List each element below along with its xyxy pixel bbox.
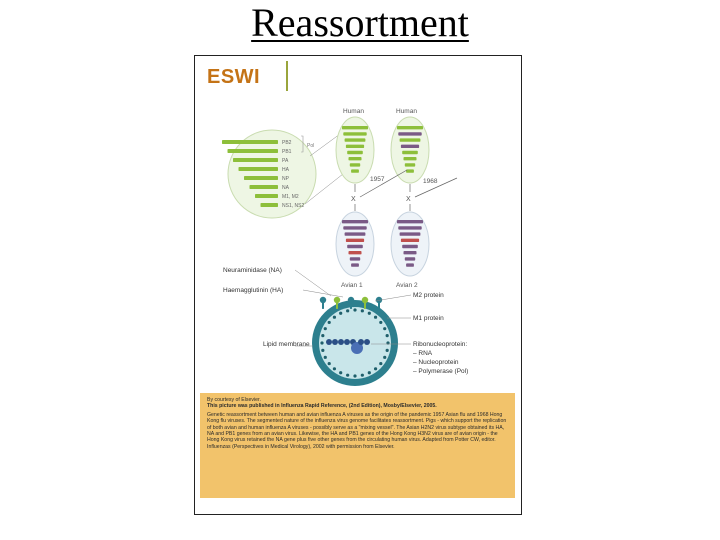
avian2-label: Avian 2 — [396, 282, 418, 289]
m1-dot-27 — [386, 334, 389, 337]
human2-bars-segment-5 — [404, 157, 417, 160]
spike-head-2 — [348, 297, 354, 303]
m1-dot-9 — [339, 371, 342, 374]
figure-caption — [200, 393, 515, 498]
m1-dot-6 — [361, 374, 364, 377]
m1-dot-14 — [320, 341, 323, 344]
avian1-bars-segment-7 — [351, 263, 359, 266]
caption-body: Genetic reassortment between human and avian influenza A viruses as the origin of the pandemic 1957 Asian flu and 1968 Hong Kong flu viruses. The segmented nature of the influenza virus genome facilitates reassortment. Pigs - which support the replication of both avian and human influenza A viruses - possibly serve as a "mixing vessel". The Asian H2N2 virus subtype obtained its HA, NA and PB1 genes from an avian virus. Likewise, the HA and PB1 genes of the Hong Kong H3N2 virus are of avian origin - the Hong Kong virus retained the NA gene plus five other genes from the circulating human virus. Adapted from Potter CW, editor. Influenzas (Perspectives in Medical Virology), 2002 with permission from Elsevier. — [207, 411, 507, 450]
legend-bar-2 — [233, 158, 278, 162]
cross2: X — [406, 196, 411, 203]
m1-dot-8 — [346, 374, 349, 377]
m1-dot-17 — [328, 321, 331, 324]
label-m1: M1 protein — [413, 315, 444, 322]
m1-dot-16 — [324, 327, 327, 330]
m1-dot-25 — [379, 321, 382, 324]
m1-dot-1 — [386, 349, 389, 352]
human1-bars-segment-4 — [347, 151, 363, 154]
human2-label: Human — [396, 108, 417, 115]
legend-label-7: NS1, NS2 — [282, 203, 305, 209]
m1-dot-19 — [339, 312, 342, 315]
m1-dot-11 — [328, 362, 331, 365]
legend-label-0: PB2 — [282, 140, 292, 146]
human1-bars-segment-6 — [350, 163, 360, 166]
avian1-bars-segment-2 — [345, 232, 366, 235]
m1-dot-18 — [333, 316, 336, 319]
human2-bars-segment-2 — [400, 138, 421, 141]
human2-bars-segment-7 — [406, 169, 414, 172]
label-neuraminidase: Neuraminidase (NA) — [223, 267, 282, 274]
m1-dot-5 — [368, 371, 371, 374]
label-nucleoprotein: – Nucleoprotein — [413, 359, 459, 366]
label-haemagglutinin: Haemagglutinin (HA) — [223, 287, 284, 294]
human1-bars-segment-1 — [343, 132, 366, 135]
legend-label-2: PA — [282, 158, 289, 164]
legend-label-4: NP — [282, 176, 289, 182]
avian2-bars-segment-5 — [404, 251, 417, 254]
label-lipid: Lipid membrane — [263, 341, 310, 348]
legend-label-6: M1, M2 — [282, 194, 299, 200]
legend-bar-0 — [222, 140, 278, 144]
legend-bar-1 — [228, 149, 279, 153]
m1-dot-22 — [361, 309, 364, 312]
eswi-logo: ESWI — [207, 66, 261, 88]
avian2-bars-segment-2 — [400, 232, 421, 235]
human2-bars-segment-6 — [405, 163, 415, 166]
human2-bars-segment-1 — [398, 132, 421, 135]
avian1-bars-segment-5 — [349, 251, 362, 254]
legend-label-3: HA — [282, 167, 289, 173]
avian2-bars-segment-6 — [405, 257, 415, 260]
m1-dot-10 — [333, 367, 336, 370]
human1-bars-segment-2 — [345, 138, 366, 141]
legend-bar-5 — [250, 185, 279, 189]
m1-dot-12 — [324, 356, 327, 359]
m1-dot-26 — [383, 327, 386, 330]
reassortment-figure — [194, 55, 522, 515]
year-1968: 1968 — [423, 178, 438, 185]
label-polymerase: – Polymerase (Pol) — [413, 368, 469, 375]
diagram-svg — [195, 56, 522, 391]
m1-dot-23 — [368, 312, 371, 315]
human2-bars-segment-4 — [402, 151, 418, 154]
legend-bar-3 — [239, 167, 279, 171]
avian2-bars-segment-0 — [397, 220, 423, 223]
legend-label-1: PB1 — [282, 149, 292, 155]
m1-dot-4 — [374, 367, 377, 370]
label-rna: – RNA — [413, 350, 433, 357]
human1-bars-segment-0 — [342, 126, 368, 129]
legend-bar-6 — [255, 194, 278, 198]
m1-dot-2 — [383, 356, 386, 359]
spike-head-1 — [334, 297, 340, 303]
pointer-line-1 — [310, 134, 340, 156]
avian1-label: Avian 1 — [341, 282, 363, 289]
m1-dot-24 — [374, 316, 377, 319]
m1-dot-3 — [379, 362, 382, 365]
avian1-bars-segment-1 — [343, 226, 366, 229]
legend-bar-7 — [261, 203, 279, 207]
m1-dot-15 — [321, 334, 324, 337]
avian2-bars-segment-1 — [398, 226, 421, 229]
label-rnp: Ribonucleoprotein: — [413, 341, 468, 348]
avian2-bars-segment-4 — [402, 245, 418, 248]
avian2-bars-segment-7 — [406, 263, 414, 266]
caption-credit-1: By courtesy of Elsevier. — [207, 397, 261, 403]
m1-dot-13 — [321, 349, 324, 352]
pol-label: Pol — [307, 143, 315, 149]
year-1957: 1957 — [370, 176, 385, 183]
leader-ha — [303, 290, 343, 297]
m1-dot-7 — [353, 374, 356, 377]
slide-title: Reassortment — [251, 0, 469, 45]
human2-bars-segment-0 — [397, 126, 423, 129]
caption-credit-2: This picture was published in Influenza Rapid Reference, (2nd Edition), Mosby/Elsevier, 2005. — [207, 403, 437, 410]
legend-label-5: NA — [282, 185, 289, 191]
human1-label: Human — [343, 108, 364, 115]
spike-head-3 — [362, 297, 368, 303]
human1-bars-segment-7 — [351, 169, 359, 172]
legend-bar-4 — [244, 176, 278, 180]
avian1-bars-segment-3 — [346, 239, 364, 242]
m1-dot-20 — [346, 309, 349, 312]
avian2-bars-segment-3 — [401, 239, 419, 242]
human2-bars-segment-3 — [401, 145, 419, 148]
avian1-bars-segment-4 — [347, 245, 363, 248]
avian1-bars-segment-6 — [350, 257, 360, 260]
leader-na — [295, 270, 331, 296]
label-m2: M2 protein — [413, 292, 444, 299]
m1-dot-21 — [353, 308, 356, 311]
human1-bars-segment-3 — [346, 145, 364, 148]
avian1-bars-segment-0 — [342, 220, 368, 223]
spike-head-0 — [320, 297, 326, 303]
cross1: X — [351, 196, 356, 203]
human1-bars-segment-5 — [349, 157, 362, 160]
